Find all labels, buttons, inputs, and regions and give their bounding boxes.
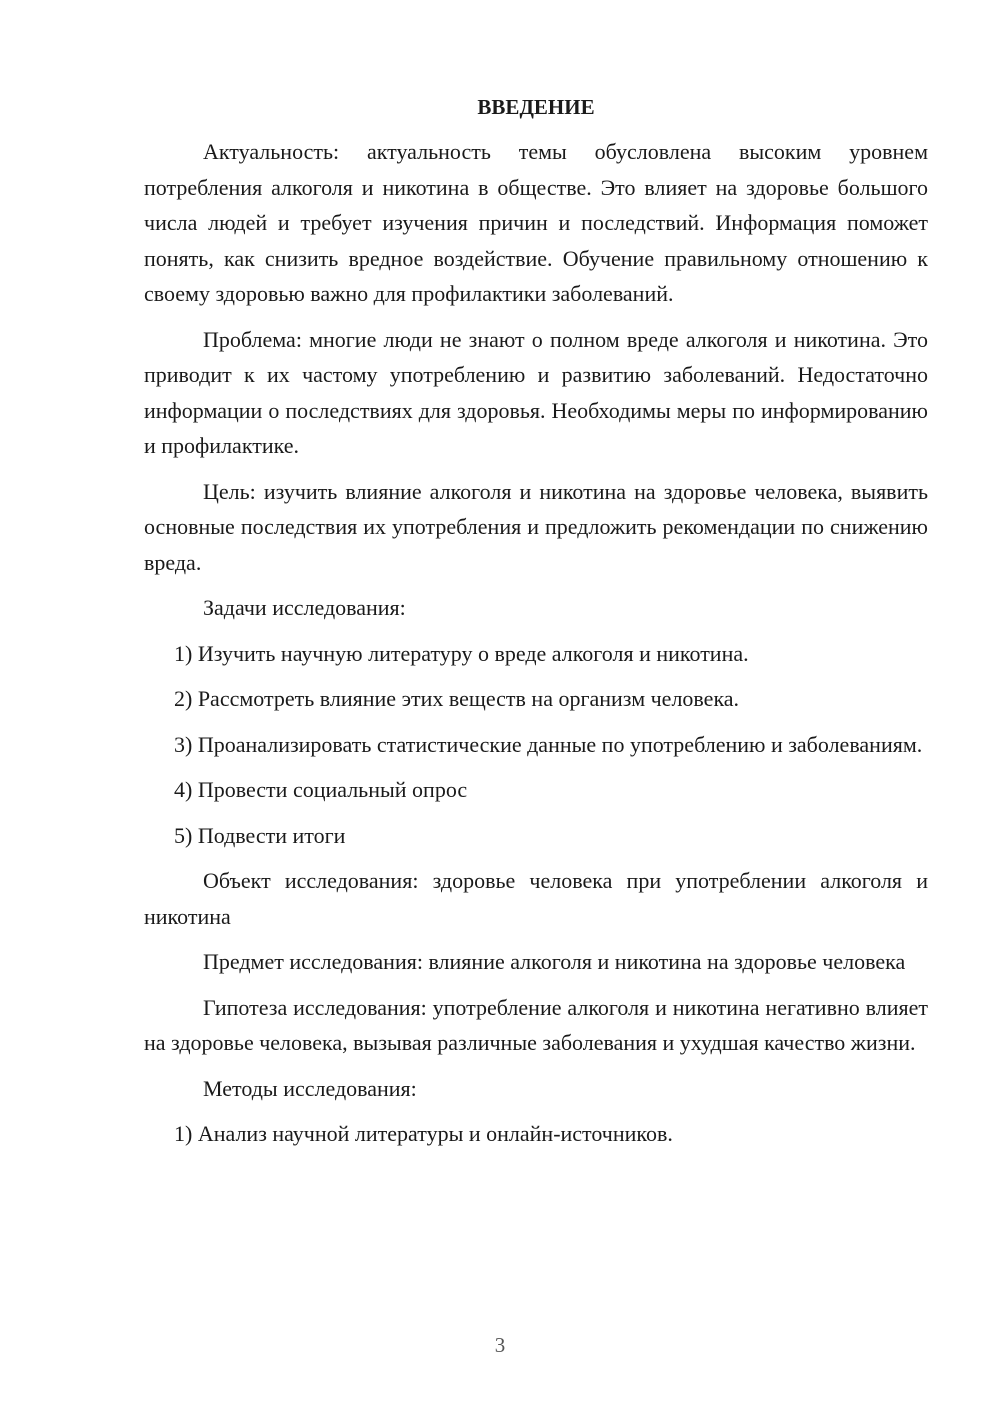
task-item: 2) Рассмотреть влияние этих веществ на организм человека. — [174, 686, 740, 711]
tasks-heading: Задачи исследования: — [203, 595, 406, 620]
relevance-paragraph: Актуальность: актуальность темы обусловлена высоким уровнем потребления алкоголя и никотина в обществе. Это влияет на здоровье большого числа людей и требует изучения причин и последствий. Информация поможет понять, как снизить вредное воздействие. Обучение правильному отношению к своему здоровью важно для профилактики заболеваний. — [144, 139, 928, 306]
task-item: 3) Проанализировать статистические данные по употреблению и заболеваниям. — [174, 731, 923, 757]
subject-paragraph: Предмет исследования: влияние алкоголя и никотина на здоровье человека — [203, 949, 906, 974]
object-paragraph: Объект исследования: здоровье человека при употреблении алкоголя и никотина — [144, 868, 928, 929]
task-item: 1) Изучить научную литературу о вреде алкоголя и никотина. — [174, 640, 749, 666]
hypothesis-paragraph: Гипотеза исследования: употребление алкоголя и никотина негативно влияет на здоровье человека, вызывая различные заболевания и ухудшая качество жизни. — [144, 994, 928, 1055]
task-item: 5) Подвести итоги — [174, 822, 346, 848]
goal-paragraph: Цель: изучить влияние алкоголя и никотина на здоровье человека, выявить основные последствия их употребления и предложить рекомендации по снижению вреда. — [144, 478, 928, 575]
section-title: ВВЕДЕНИЕ — [477, 95, 595, 119]
task-item: 4) Провести социальный опрос — [174, 777, 468, 802]
problem-paragraph: Проблема: многие люди не знают о полном вреде алкоголя и никотина. Это приводит к их частому употреблению и развитию заболеваний. Недостаточно информации о последствиях для здоровья. Необходимы меры по информированию и профилактике. — [144, 326, 928, 458]
document-page — [144, 92, 928, 1162]
methods-heading: Методы исследования: — [203, 1075, 417, 1101]
page-number: 3 — [494, 1333, 506, 1357]
method-item: 1) Анализ научной литературы и онлайн-источников. — [174, 1121, 673, 1146]
